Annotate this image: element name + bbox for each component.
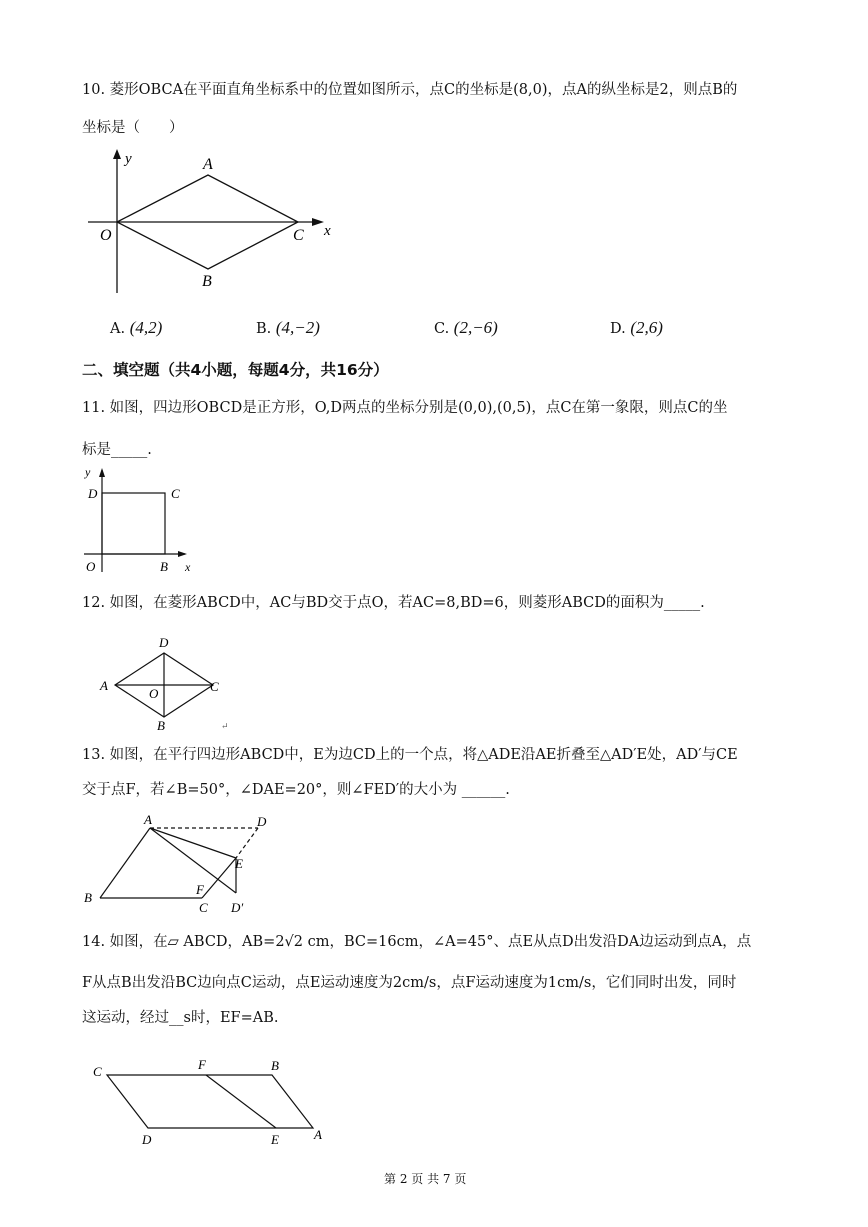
- return-mark-icon: ↵: [221, 721, 229, 731]
- q14-label-D: D: [142, 1132, 152, 1147]
- q11-x-arrow: [178, 551, 187, 557]
- q10-figure: [80, 145, 350, 295]
- q13-segment-de-dashed: [236, 828, 258, 858]
- q10-label-B: B: [202, 273, 212, 290]
- q10-y-arrow: [113, 149, 121, 159]
- q11-label-C: C: [171, 486, 180, 501]
- q14-label-A: A: [314, 1127, 322, 1142]
- q13-label-A: A: [144, 812, 152, 827]
- q11-square: [102, 493, 165, 554]
- q11-line2: 标是_____.: [82, 442, 152, 458]
- q10-line2: 坐标是（ ）: [82, 120, 184, 136]
- q14-label-F: F: [198, 1057, 206, 1072]
- q14-line2: F从点B出发沿BC边向点C运动，点E运动速度为2cm/s，点F运动速度为1cm/s，它们同时出发，同时: [82, 975, 737, 991]
- q10-option-b-letter: B.: [256, 321, 272, 337]
- q13-segment-ab: [100, 828, 150, 898]
- q13-label-D: D: [257, 814, 267, 829]
- q11-figure: [80, 462, 210, 580]
- q10-option-c-letter: C.: [434, 321, 450, 337]
- q11-label-y: y: [85, 465, 91, 479]
- section-2-title: 二、填空题（共4小题，每题4分，共16分）: [82, 361, 389, 379]
- q10-x-arrow: [312, 218, 324, 226]
- q14-parallelogram: [107, 1075, 313, 1128]
- q12-label-D: D: [159, 635, 169, 650]
- q11-label-O: O: [86, 559, 96, 574]
- q12-label-B: B: [157, 718, 165, 733]
- q13-label-F: F: [196, 882, 204, 897]
- q10-label-y: y: [125, 151, 132, 167]
- q10-option-d-letter: D.: [610, 321, 626, 337]
- q12-label-O: O: [149, 686, 159, 701]
- q10-option-c: [434, 318, 498, 338]
- q10-option-b: [256, 318, 320, 338]
- q10-option-a-value: (4,2): [129, 318, 163, 337]
- q11-label-B: B: [160, 559, 168, 574]
- q13-line1: 13. 如图，在平行四边形ABCD中，E为边CD上的一个点，将△ADE沿AE折叠至△AD′E处，AD′与CE: [82, 747, 738, 763]
- q13-line2: 交于点F，若∠B=50°，∠DAE=20°，则∠FED′的大小为 ______.: [82, 782, 510, 798]
- q12-label-C: C: [210, 679, 219, 694]
- q14-line3: 这运动，经过__s时，EF=AB.: [82, 1010, 279, 1026]
- q13-label-C: C: [199, 900, 208, 915]
- q10-option-c-value: (2,−6): [453, 318, 498, 337]
- q10-label-O: O: [100, 227, 112, 244]
- q10-label-x: x: [324, 223, 331, 239]
- q13-label-E: E: [235, 856, 243, 871]
- q10-option-a-letter: A.: [110, 321, 126, 337]
- q11-label-x: x: [185, 560, 191, 574]
- q13-label-B: B: [84, 890, 92, 905]
- q11-line1: 11. 如图，四边形OBCD是正方形，O,D两点的坐标分别是(0,0),(0,5)，点C在第一象限，则点C的坐: [82, 400, 728, 416]
- q10-option-a: [110, 318, 162, 338]
- q14-line1: 14. 如图，在▱ ABCD，AB=2√2 cm，BC=16cm，∠A=45°、点E从点D出发沿DA边运动到点A，点: [82, 934, 752, 950]
- q14-figure: [85, 1050, 335, 1150]
- page-footer: 第 2 页 共 7 页: [384, 1172, 467, 1186]
- q11-label-D: D: [88, 486, 98, 501]
- q10-option-d: [610, 318, 663, 338]
- q13-segment-ec: [202, 858, 236, 898]
- q10-label-A: A: [203, 156, 213, 173]
- q11-y-arrow: [99, 468, 105, 477]
- q14-label-E: E: [271, 1132, 279, 1147]
- q14-segment-fe: [206, 1075, 276, 1128]
- q13-segment-ad1: [150, 828, 236, 893]
- q10-option-d-value: (2,6): [630, 318, 663, 337]
- q10-line1: 10. 菱形OBCA在平面直角坐标系中的位置如图所示，点C的坐标是(8,0)，点A的纵坐标是2，则点B的: [82, 82, 738, 98]
- q13-label-D1: D′: [231, 900, 244, 915]
- q14-label-B: B: [271, 1058, 279, 1073]
- q12-line1: 12. 如图，在菱形ABCD中，AC与BD交于点O，若AC=8,BD=6，则菱形ABCD的面积为_____.: [82, 595, 705, 611]
- q10-option-b-value: (4,−2): [275, 318, 320, 337]
- q13-segment-ae: [150, 828, 236, 858]
- q12-label-A: A: [100, 678, 108, 693]
- q12-figure: [95, 632, 245, 734]
- q13-figure: [78, 810, 288, 920]
- q14-label-C: C: [93, 1064, 102, 1079]
- q10-label-C: C: [293, 227, 304, 244]
